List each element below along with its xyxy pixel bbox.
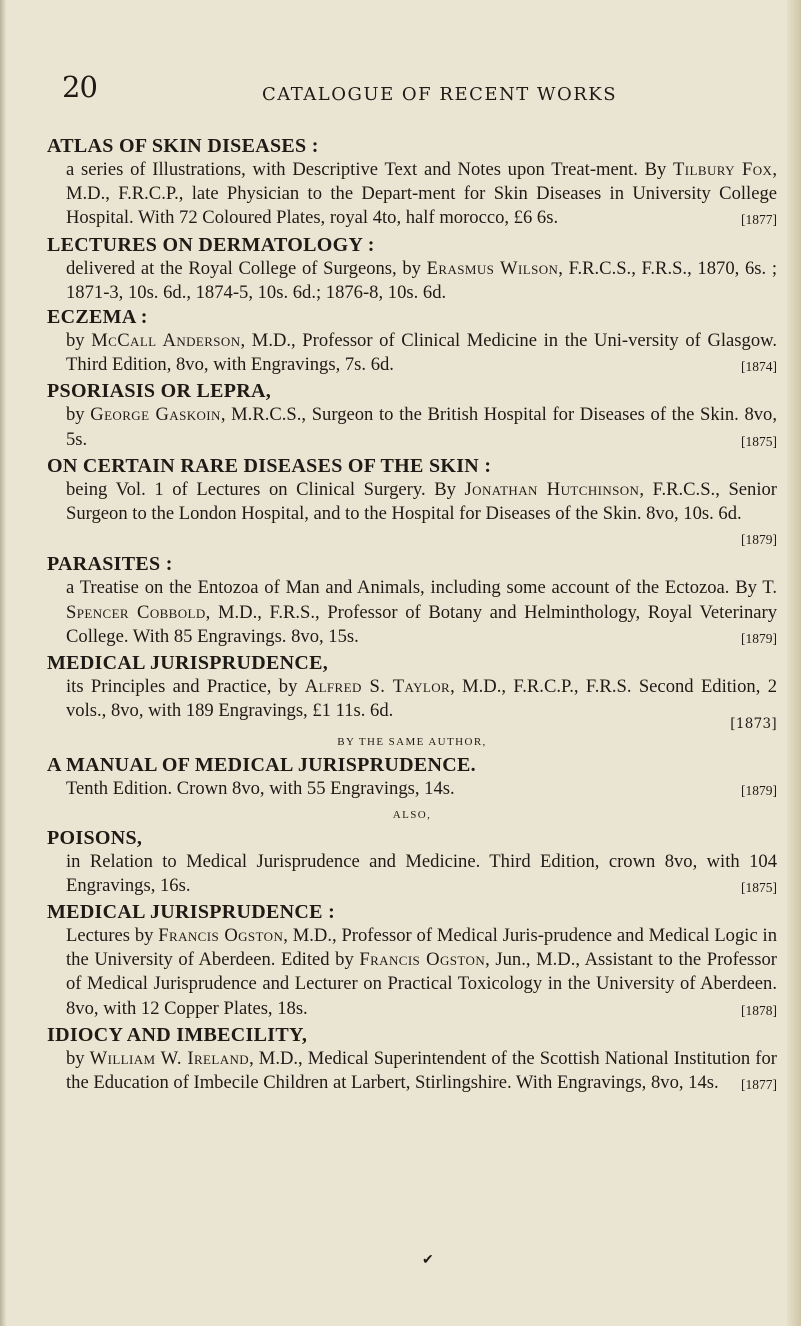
entry-text: , F.R.C.S., Senior Surgeon to the London Hospital, and to the Hospital for Diseases of the Skin. 8vo, 10s. 6d. [66, 478, 777, 525]
author-name: Tilbury Fox [673, 159, 773, 180]
entry-year: [1875] [741, 433, 777, 449]
author-name: George Gaskoin [90, 404, 221, 426]
entry-description [66, 158, 777, 233]
author-name: Francis Ogston [158, 925, 284, 947]
page-number: 20 [62, 70, 97, 104]
entry-title: ECZEMA : [47, 306, 148, 329]
entry-text: , M.D., Professor of Clinical Medicine in the Uni-versity of Glasgow. Third Edition, 8vo, with Engravings, 7s. 6d. [66, 330, 777, 376]
entry-text: by [66, 1047, 90, 1069]
entry-title: A MANUAL OF MEDICAL JURISPRUDENCE. [47, 754, 476, 777]
entry-title: MEDICAL JURISPRUDENCE : [47, 901, 336, 924]
entry-title: LECTURES ON DERMATOLOGY : [47, 233, 375, 256]
footer-tick-mark: ✔ [422, 1252, 434, 1268]
catalogue-entry [47, 305, 777, 379]
entry-text: by [66, 330, 92, 352]
entry-title: ON CERTAIN RARE DISEASES OF THE SKIN : [47, 454, 492, 477]
entry-title: PSORIASIS OR LEPRA, [47, 380, 272, 403]
entry-text: Tenth Edition. Crown 8vo, with 55 Engravings, 14s. [66, 778, 455, 800]
entry-text: , M.D., F.R.C.P., late Physician to the Depart-ment for Skin Diseases in University College Hospital. With 72 Coloured Plates, royal 4to, half morocco, £6 6s. [66, 159, 777, 229]
author-name: McCall Anderson [91, 330, 241, 352]
entry-title: IDIOCY AND IMBECILITY, [47, 1023, 308, 1046]
author-name: Erasmus Wilson [426, 257, 559, 279]
entry-text: Lectures by [66, 925, 159, 947]
catalogue-entries [47, 134, 777, 1097]
page-left-edge [0, 0, 6, 1326]
entry-title: PARASITES : [47, 553, 173, 576]
entry-year: [1873] [730, 716, 777, 733]
entry-year: [1875] [741, 879, 777, 895]
entry-text: , M.D., F.R.S., Professor of Botany and Helminthology, Royal Veterinary College. With 85 Engravings. 8vo, 15s. [66, 601, 777, 647]
catalogue-entry [47, 379, 777, 453]
entry-text: , M.D., Medical Superintendent of the Scottish National Institution for the Education of Imbecile Children at Larbert, Stirlingshire. With Engravings, 8vo, 14s. [66, 1047, 777, 1094]
catalogue-entry [47, 233, 777, 305]
entry-description [66, 777, 777, 803]
entry-description [66, 576, 777, 651]
catalogue-entry [47, 826, 777, 900]
entry-year: [1874] [741, 359, 777, 375]
page-right-edge [787, 0, 801, 1326]
entry-text: a Treatise on the Entozoa of Man and Animals, including some account of the Ectozoa. By T. [66, 577, 777, 599]
catalogue-entry [47, 134, 777, 233]
entry-title: ATLAS OF SKIN DISEASES : [47, 135, 319, 157]
entry-description [66, 257, 777, 305]
entry-year: [1877] [741, 1077, 777, 1093]
catalogue-entry [47, 552, 777, 651]
entry-description [66, 403, 777, 453]
entry-description [66, 850, 777, 900]
connector-note: ALSO, [392, 808, 432, 821]
entry-year: [1877] [741, 212, 777, 228]
entry-text: by [66, 404, 91, 426]
entry-text: in Relation to Medical Jurisprudence and Medicine. Third Edition, crown 8vo, with 104 Engravings, 16s. [66, 850, 777, 896]
entry-year: [1878] [741, 1002, 777, 1018]
entry-description [66, 1047, 777, 1097]
entry-year: [1879] [741, 630, 777, 646]
entry-description [66, 329, 777, 379]
entry-text: , M.R.C.S., Surgeon to the British Hospital for Diseases of the Skin. 8vo, 5s. [66, 404, 778, 450]
entry-text: delivered at the Royal College of Surgeons, by [66, 257, 427, 279]
author-name: Francis Ogston [359, 949, 486, 971]
author-name: Spencer Cobbold [66, 601, 206, 623]
catalogue-entry [47, 454, 777, 553]
catalogue-entry [47, 900, 777, 1023]
entry-description [66, 675, 777, 723]
author-name: Alfred S. Taylor [304, 676, 451, 698]
entry-title: MEDICAL JURISPRUDENCE, [47, 652, 329, 675]
catalogue-entry [47, 1023, 777, 1097]
running-head: CATALOGUE OF RECENT WORKS [262, 84, 618, 105]
entry-text: , M.D., Professor of Medical Juris-prudence and Medical Logic in the University of Aberdeen. Edited by [66, 925, 777, 971]
entry-title: POISONS, [47, 826, 143, 849]
entry-text: , Jun., M.D., Assistant to the Professor of Medical Jurisprudence and Lecturer on Practical Toxicology in the University of Aberdeen. 8vo, with 12 Copper Plates, 18s. [66, 949, 778, 1019]
entry-year: [1879] [741, 783, 777, 799]
entry-description [66, 924, 777, 1023]
entry-text: its Principles and Practice, by [66, 676, 305, 698]
entry-text: , F.R.C.S., F.R.S., 1870, 6s. ; 1871-3, 10s. 6d., 1874-5, 10s. 6d.; 1876-8, 10s. 6d. [66, 257, 777, 303]
catalogue-entry [47, 753, 777, 825]
entry-text: , M.D., F.R.C.P., F.R.S. Second Edition, 2 vols., 8vo, with 189 Engravings, £1 11s. 6d. [66, 676, 778, 722]
entry-year: [1879] [741, 532, 777, 548]
connector-note: BY THE SAME AUTHOR, [337, 736, 487, 749]
entry-description [66, 478, 777, 553]
catalogue-entry [47, 651, 777, 753]
author-name: William W. Ireland [89, 1047, 250, 1069]
entry-text: being Vol. 1 of Lectures on Clinical Surgery. By [66, 478, 465, 500]
entry-text: a series of Illustrations, with Descriptive Text and Notes upon Treat-ment. By [66, 159, 674, 180]
author-name: Jonathan Hutchinson [464, 478, 640, 500]
